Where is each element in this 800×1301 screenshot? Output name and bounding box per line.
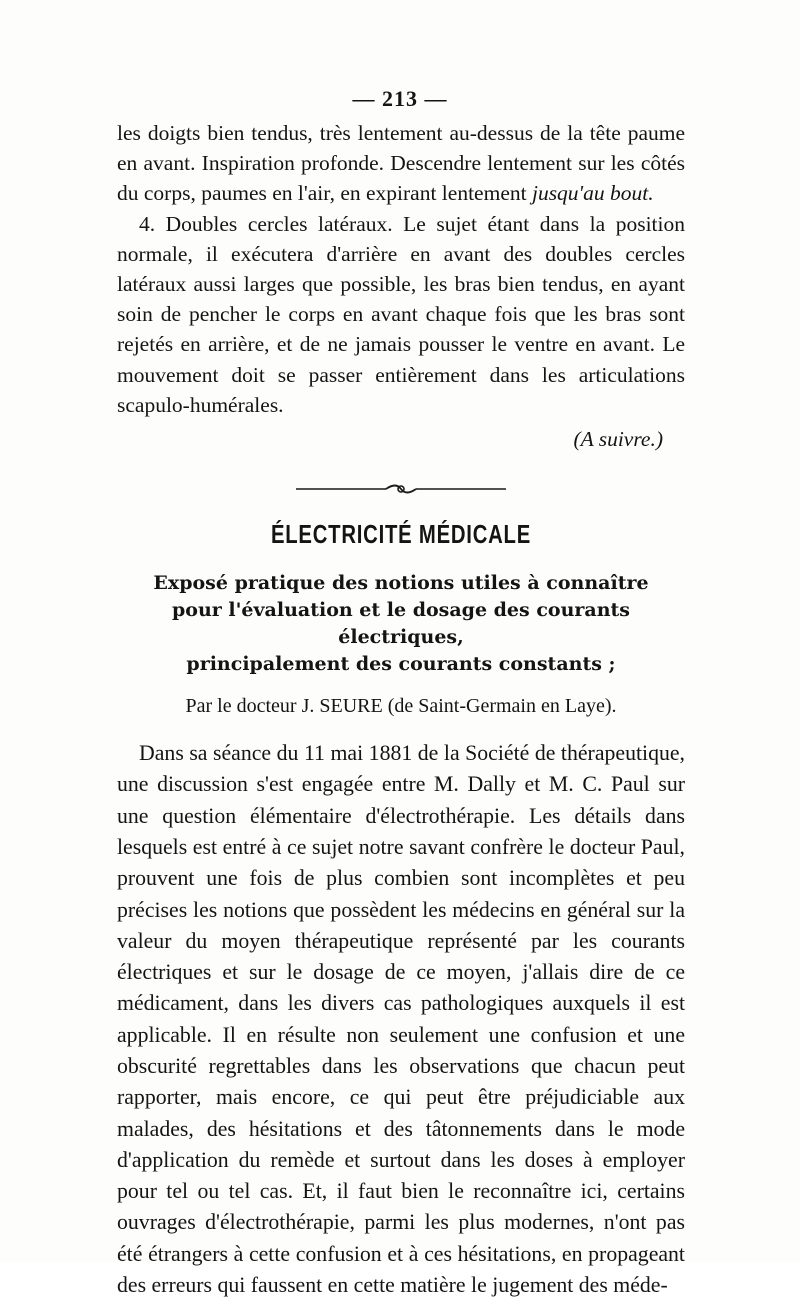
exercise-paragraph-text: les doigts bien tendus, très lentement au-dessus de la tête paume en avant. Inspiration profonde. Descendre lentement sur les côtés du corps, paumes en l'air, en expirant lentement [117,121,685,206]
exercise-paragraph-4: 4. Doubles cercles latéraux. Le sujet étant dans la position normale, il exécutera d'arrière en avant des doubles cercles latéraux aussi larges que possible, les bras bien tendus, en ayant soin de pencher le corps en avant chaque fois que les bras sont rejetés en arrière, et de ne jamais pousser le ventre en avant. Le mouvement doit se passer entièrement dans les articulations scapulo-humérales. [117,211,685,417]
article-subtitle [117,570,685,678]
subtitle-line: principalement des courants constants ; [186,653,616,676]
exercise-paragraph-italic-end: jusqu'au bout. [531,181,654,206]
exercise-paragraph-continued [117,118,685,209]
article-title: ÉLECTRICITÉ MÉDICALE [270,519,532,550]
subtitle-line: Exposé pratique des notions utiles à connaître [153,572,649,595]
article-body [117,738,685,1301]
text-column [117,118,685,1301]
page-number: — 213 — [352,86,448,111]
ornamental-divider [296,482,506,496]
to-be-continued: (A suivre.) [573,427,663,452]
subtitle-line: pour l'évaluation et le dosage des courants électriques, [171,599,630,649]
body-paragraph: Dans sa séance du 11 mai 1881 de la Société de thérapeutique, une discussion s'est engagée entre M. Dally et M. C. Paul sur une question élémentaire d'électrothérapie. Les détails dans lesquels est entré à ce sujet notre savant confrère le docteur Paul, prouvent une fois de plus combien sont incomplètes et peu précises les notions que possèdent les médecins en général sur la valeur du moyen thérapeutique représenté par les courants électriques et sur le dosage de ce moyen, j'allais dire de ce médicament, dans les divers cas pathologiques auxquels il est applicable. Il en résulte non seulement une confusion et une obscurité regrettables dans les observations que chacun peut rapporter, mais encore, ce qui peut être préjudiciable aux malades, des hésitations et des tâtonnements dans le mode d'application du remède et surtout dans les doses à employer pour tel ou tel cas. Et, il faut bien le reconnaître ici, certains ouvrages d'électrothérapie, parmi les plus modernes, n'ont pas été étrangers à cette confusion et à ces hésitations, en propageant des erreurs qui faussent en cette matière le jugement des méde- [117,741,685,1298]
author-byline: Par le docteur J. SEURE (de Saint-Germain en Laye). [185,695,617,718]
